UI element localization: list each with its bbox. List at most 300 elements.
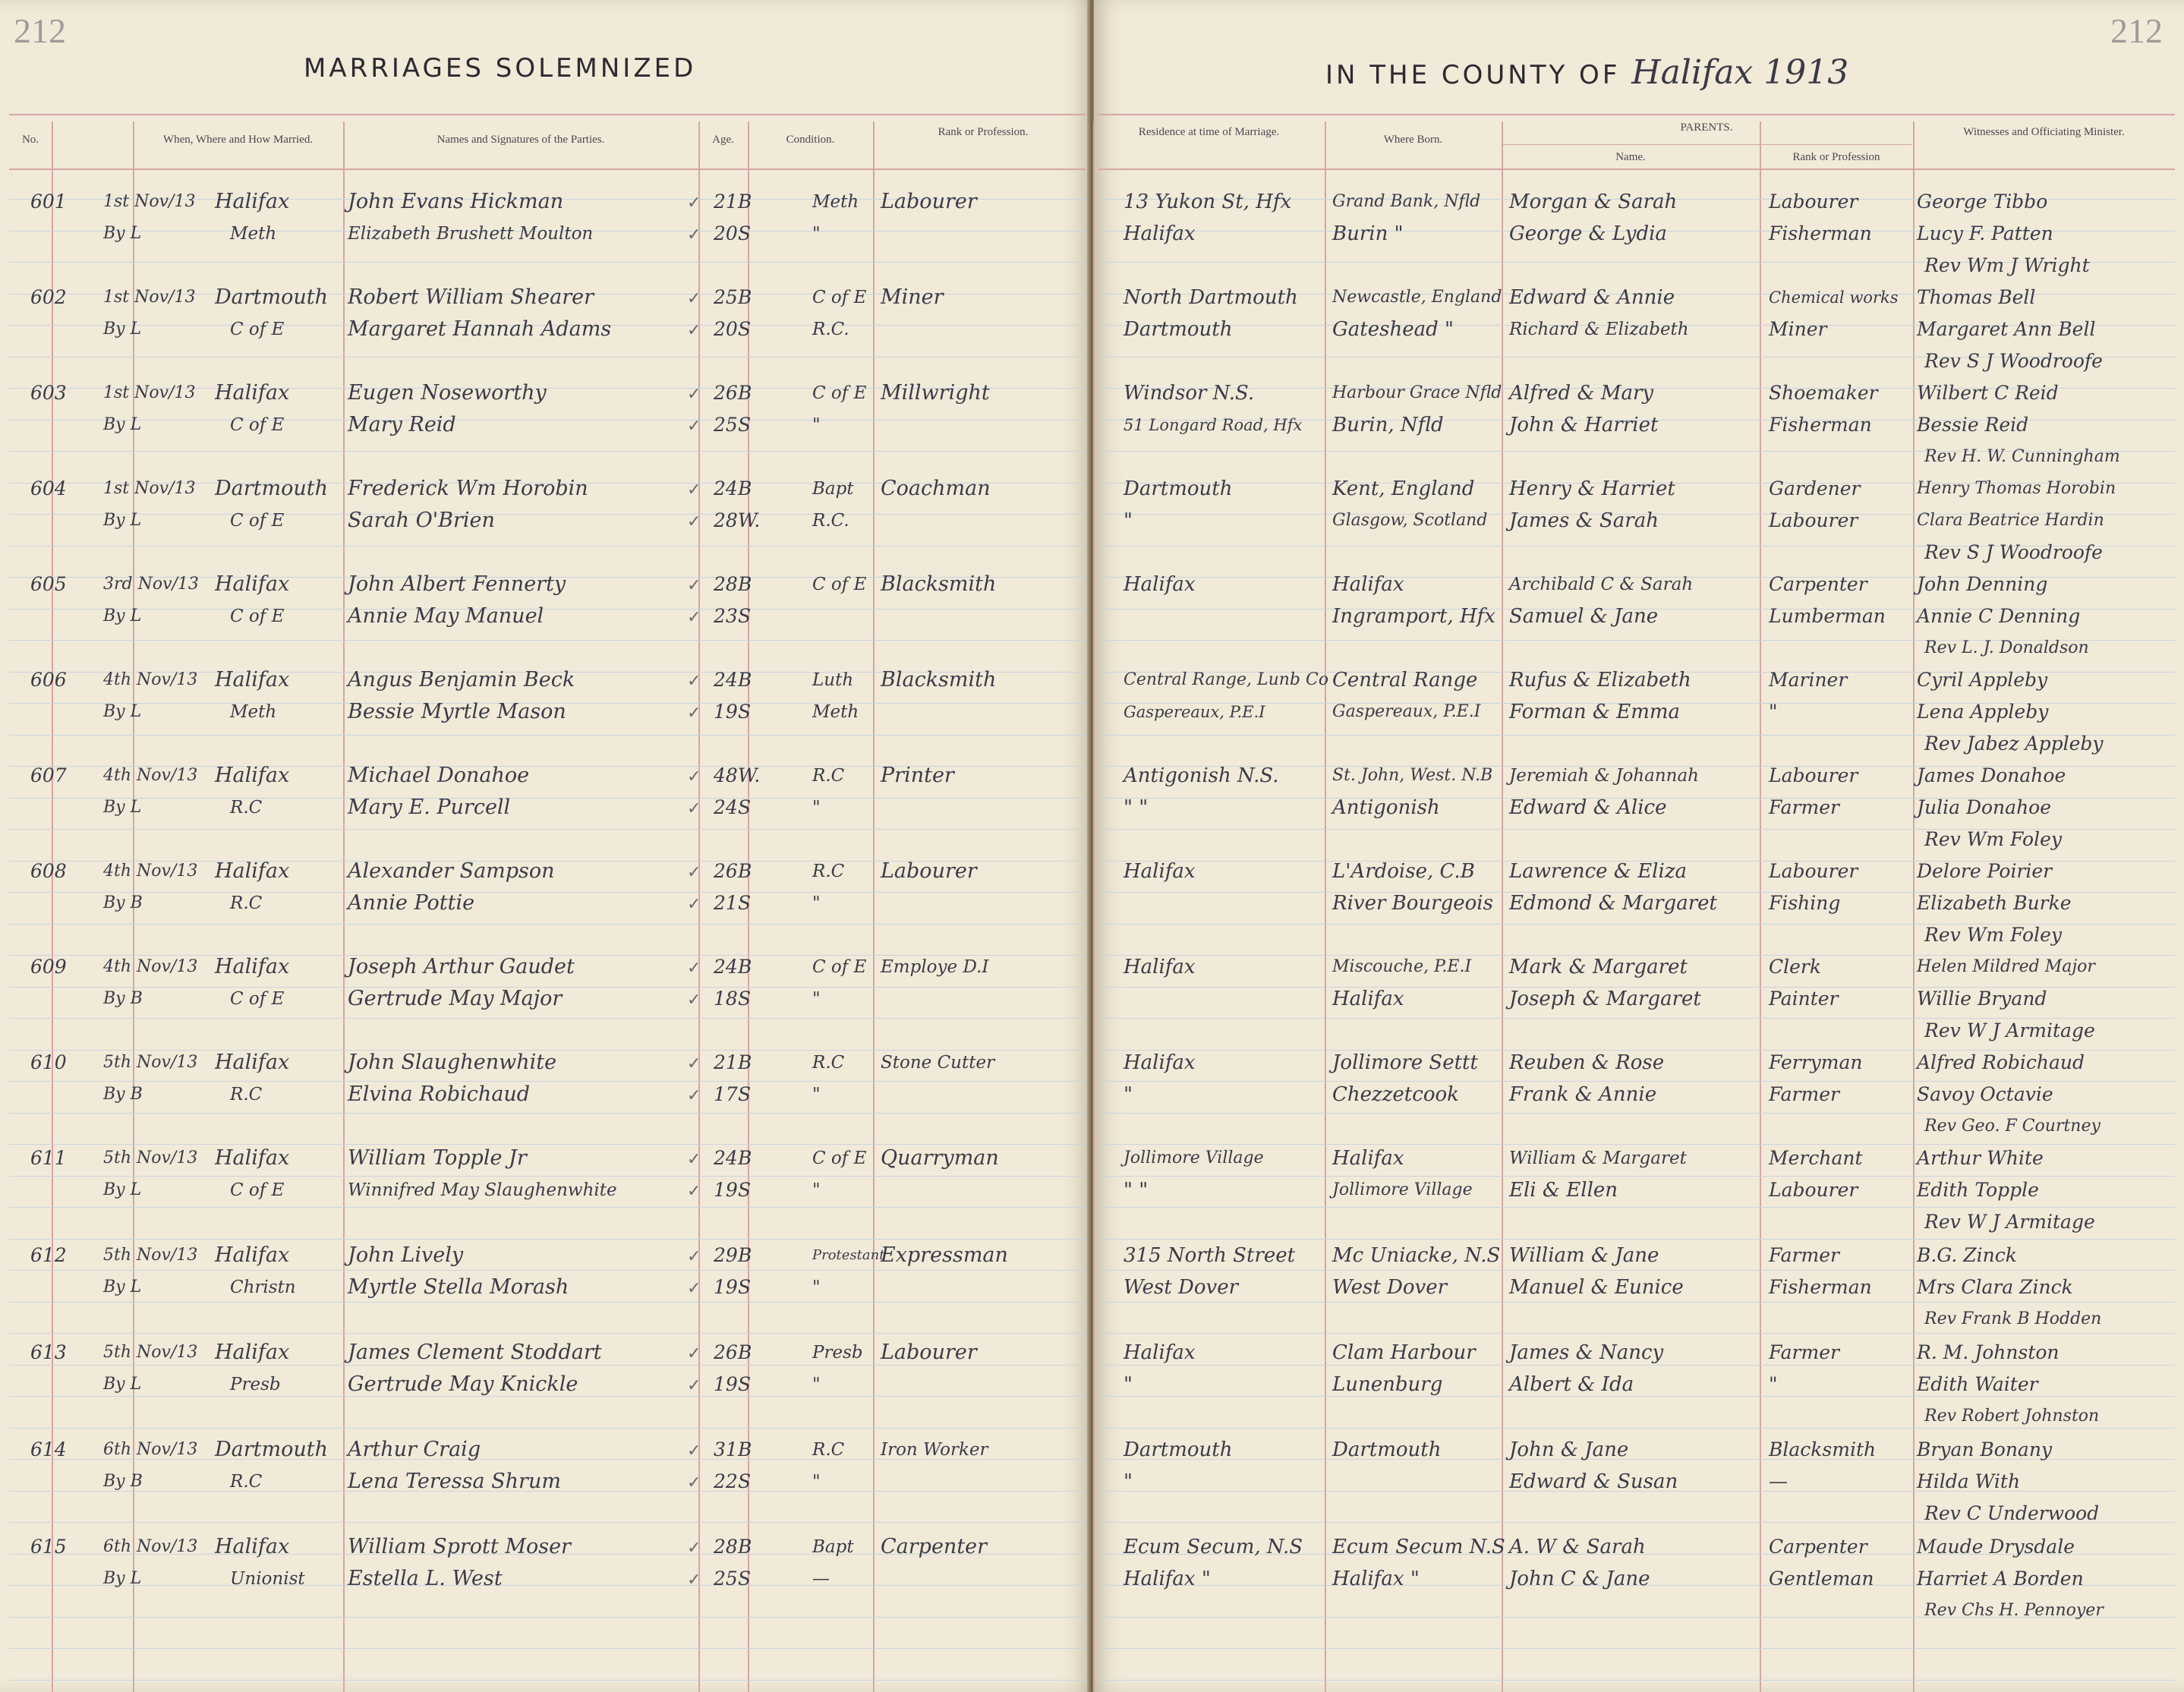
entry-groom-age: 29 [714,1244,738,1266]
entry-groom-religion: R.C [812,1053,845,1073]
entry-number: 614 [30,1438,67,1460]
entry-bride-religion: " [812,224,821,244]
entry-witness-2: Hilda With [1917,1470,2021,1492]
ruled-line [9,1396,1086,1397]
entry-denomination: R.C [230,1085,263,1104]
entry-how: By L [103,224,142,243]
entry-place: Halifax [215,1243,290,1267]
entry-how: By B [103,1085,143,1104]
ruled-line [1098,1428,2175,1429]
entry-witness-2: Harriet A Borden [1917,1568,2084,1590]
entry-bride-condition: S [738,701,752,723]
county-handwritten: Halifax 1913 [1631,53,1849,92]
entry-witness-1: Arthur White [1917,1147,2044,1169]
entry-rank: Quarryman [881,1146,999,1170]
entry-groom-condition: B [738,1147,752,1169]
entry-bride-name: Sarah O'Brien [348,509,495,532]
entry-place: Halifax [215,1535,290,1558]
entry-bride-condition: S [738,1179,752,1201]
entry-how: By L [103,320,142,339]
entry-denomination: Unionist [230,1569,305,1589]
entry-bride-religion: Meth [812,702,859,722]
ruled-line [1098,1018,2175,1019]
entry-bride-parents: Albert & Ida [1509,1373,1634,1396]
entry-groom-religion: Luth [812,670,854,690]
entry-bride-residence: Dartmouth [1124,318,1233,341]
entry-bride-age: 21 [714,892,738,914]
entry-bride-age: 19 [714,1373,738,1395]
entry-bride-residence: " [1124,1470,1133,1493]
entry-groom-birthplace: Newcastle, England [1332,288,1502,307]
entry-how: By B [103,1472,143,1491]
entry-groom-parents: John & Jane [1509,1438,1629,1461]
ruled-line [9,451,1086,452]
column-header-witnesses: Witnesses and Officiating Minister. [1963,126,2125,138]
entry-witness-1: Delore Poirier [1917,860,2053,882]
entry-how: By L [103,1569,142,1588]
entry-groom-name: William Topple Jr [348,1146,527,1170]
ruled-line [1098,1113,2175,1114]
entry-bride-condition: S [738,1083,752,1105]
entry-bride-condition: S [738,1568,752,1590]
entry-groom-parents: Edward & Annie [1509,286,1675,309]
entry-bride-age: 25 [714,414,738,436]
entry-bride-religion: " [812,798,821,818]
entry-groom-condition: B [738,1051,752,1073]
entry-groom-age: 24 [714,669,738,691]
entry-bride-religion: " [812,893,821,913]
ruled-line [1098,1081,2175,1082]
entry-groom-religion: Meth [812,192,859,212]
entry-bride-parents-rank: Fishing [1769,892,1841,914]
entry-bride-parents-rank: Farmer [1769,796,1839,818]
entry-witness-1: John Denning [1917,573,2048,595]
entry-bride-name: Gertrude May Knickle [348,1372,578,1396]
entry-denomination: R.C [230,893,263,913]
entry-groom-name: John Lively [348,1243,464,1267]
ruled-line [1098,1648,2175,1649]
entry-bride-parents-rank: Labourer [1769,1179,1858,1201]
entry-groom-parents-rank: Merchant [1769,1147,1863,1169]
entry-witness-1: Helen Mildred Major [1917,957,2095,976]
entry-rank: Labourer [881,190,977,213]
ruled-line [9,1207,1086,1208]
entry-denomination: Christn [230,1278,296,1297]
entry-place: Halifax [215,1341,290,1364]
check-mark: ✓ [687,512,701,531]
entry-bride-birthplace: Jollimore Village [1332,1180,1473,1199]
entry-groom-age: 28 [714,573,738,595]
entry-date: 1st Nov/13 [103,192,196,211]
entry-groom-residence: Antigonish N.S. [1124,764,1279,787]
entry-minister: Rev H. W. Cunningham [1924,447,2120,466]
entry-minister: Rev S J Woodroofe [1924,541,2103,563]
entry-bride-parents: Joseph & Margaret [1509,988,1701,1010]
entry-groom-age: 31 [714,1438,738,1460]
entry-number: 603 [30,382,67,404]
entry-witness-2: Bessie Reid [1917,414,2029,436]
entry-witness-2: Willie Bryand [1917,988,2047,1010]
entry-bride-religion: — [812,1569,830,1589]
entry-bride-condition: S [738,1276,752,1298]
entry-groom-name: William Sprott Moser [348,1535,571,1558]
entry-groom-condition: B [738,1244,752,1266]
entry-groom-residence: Halifax [1124,1341,1196,1364]
ruled-line [9,1302,1086,1303]
entry-bride-parents-rank: Lumberman [1769,605,1886,627]
entry-date: 5th Nov/13 [103,1343,198,1362]
entry-rank: Blacksmith [881,572,997,596]
entry-how: By L [103,607,142,625]
entry-bride-age: 22 [714,1470,738,1492]
page-number-left: 212 [14,11,66,50]
header-rule-bottom-right [1098,169,2175,170]
entry-groom-parents: Jeremiah & Johannah [1509,766,1699,786]
entry-bride-parents: Edward & Alice [1509,796,1667,819]
entry-date: 1st Nov/13 [103,288,196,307]
entry-witness-1: George Tibbo [1917,191,2048,213]
entry-bride-birthplace: Antigonish [1332,796,1440,819]
check-mark: ✓ [687,385,701,404]
ruled-line [9,1522,1086,1523]
entry-rank: Iron Worker [881,1440,988,1460]
entry-groom-name: Alexander Sampson [348,859,555,883]
entry-bride-condition: S [738,414,752,436]
entry-groom-religion: Presb [812,1343,863,1363]
entry-bride-birthplace: West Dover [1332,1276,1448,1299]
check-mark: ✓ [687,1279,701,1298]
ruled-line [9,1113,1086,1114]
entry-minister: Rev Wm J Wright [1924,254,2090,276]
entry-bride-birthplace: Burin, Nfld [1332,414,1444,436]
entry-bride-parents-rank: Painter [1769,988,1839,1010]
ruled-line [9,1333,1086,1334]
ruled-line [1098,1239,2175,1240]
entry-witness-1: Cyril Appleby [1917,669,2048,691]
entry-groom-parents-rank: Clerk [1769,956,1822,978]
entry-groom-birthplace: Grand Bank, Nfld [1332,192,1481,211]
entry-groom-religion: Bapt [812,479,854,499]
ruled-line [9,735,1086,736]
entry-bride-parents-rank: — [1769,1470,1788,1492]
title-right-text: IN THE COUNTY OF [1325,60,1621,90]
entry-groom-condition: B [738,382,752,404]
entry-rank: Carpenter [881,1535,988,1558]
entry-bride-parents: Forman & Emma [1509,701,1681,723]
entry-rank: Employe D.I [881,957,989,977]
entry-witness-1: B.G. Zinck [1917,1244,2017,1266]
entry-bride-name: Margaret Hannah Adams [348,317,612,341]
ruled-line [9,1680,1086,1681]
entry-groom-religion: R.C [812,1440,845,1460]
entry-groom-religion: C of E [812,1148,867,1168]
ruled-line [9,1270,1086,1271]
entry-groom-parents-rank: Ferryman [1769,1051,1863,1073]
entry-bride-parents: Frank & Annie [1509,1083,1657,1106]
entry-groom-age: 26 [714,382,738,404]
entry-bride-name: Myrtle Stella Morash [348,1275,569,1299]
check-mark: ✓ [687,289,701,308]
entry-groom-parents: Archibald C & Sarah [1509,575,1694,594]
check-mark: ✓ [687,767,701,786]
entry-denomination: C of E [230,320,285,339]
column-header-age: Age. [712,134,734,146]
entry-groom-condition: B [738,669,752,691]
entry-groom-parents-rank: Labourer [1769,860,1858,882]
header-rule-top-right [1098,114,2175,115]
header-rule-bottom [9,169,1086,170]
column-header-parents: PARENTS. [1680,121,1733,134]
ruled-line [1098,1050,2175,1051]
entry-groom-name: Angus Benjamin Beck [348,668,575,692]
entry-groom-condition: B [738,1341,752,1363]
ruled-line [9,1648,1086,1649]
ruled-line [1098,1144,2175,1145]
parents-rule [1502,144,1911,145]
entry-date: 4th Nov/13 [103,957,198,976]
entry-number: 607 [30,764,67,786]
entry-date: 6th Nov/13 [103,1537,198,1556]
ruled-line [9,1239,1086,1240]
entry-bride-residence: Halifax [1124,222,1196,245]
entry-bride-birthplace: Glasgow, Scotland [1332,511,1488,530]
entry-witness-2: Edith Topple [1917,1179,2039,1201]
entry-how: By L [103,1278,142,1297]
entry-groom-name: Michael Donahoe [348,764,530,787]
entry-groom-age: 25 [714,286,738,308]
entry-minister: Rev Wm Foley [1924,828,2062,850]
entry-bride-condition: S [738,1373,752,1395]
ruled-line [1098,1333,2175,1334]
entry-bride-residence: 51 Longard Road, Hfx [1124,416,1303,434]
entry-place: Halifax [215,1146,290,1170]
entry-rank: Labourer [881,859,977,883]
entry-minister: Rev Chs H. Pennoyer [1924,1601,2104,1620]
entry-minister: Rev W J Armitage [1924,1211,2095,1233]
entry-bride-residence: Gaspereaux, P.E.I [1124,703,1265,721]
column-header-born: Where Born. [1383,134,1443,146]
entry-denomination: C of E [230,1180,285,1200]
title-left: MARRIAGES SOLEMNIZED [304,53,697,83]
ruled-line [9,640,1086,641]
entry-groom-parents-rank: Farmer [1769,1244,1839,1266]
entry-bride-condition: S [738,796,752,818]
entry-rank: Expressman [881,1243,1008,1267]
entry-bride-age: 25 [714,1568,738,1590]
entry-number: 611 [30,1147,67,1169]
entry-place: Halifax [215,190,290,213]
entry-groom-condition: B [738,573,752,595]
entry-groom-parents-rank: Farmer [1769,1341,1839,1363]
entry-denomination: R.C [230,798,263,818]
entry-groom-parents-rank: Labourer [1769,764,1858,786]
entry-bride-parents-rank: " [1769,1373,1778,1395]
entry-number: 601 [30,191,67,213]
entry-groom-parents: Henry & Harriet [1509,477,1675,500]
entry-groom-residence: North Dartmouth [1124,286,1298,309]
entry-groom-age: 21 [714,191,738,213]
entry-number: 609 [30,956,67,978]
entry-groom-condition: B [738,1536,752,1558]
entry-bride-name: Mary Reid [348,413,456,436]
entry-place: Halifax [215,764,290,787]
entry-denomination: C of E [230,989,285,1009]
ruled-line [9,829,1086,830]
entry-place: Halifax [215,381,290,405]
entry-minister: Rev L. J. Donaldson [1924,638,2089,657]
check-mark: ✓ [687,481,701,499]
entry-groom-birthplace: Harbour Grace Nfld [1332,383,1502,402]
entry-rank: Coachman [881,477,991,500]
check-mark: ✓ [687,1376,701,1395]
entry-groom-parents: Lawrence & Eliza [1509,860,1688,883]
entry-witness-2: Elizabeth Burke [1917,892,2072,914]
entry-denomination: C of E [230,415,285,435]
entry-groom-parents: Rufus & Elizabeth [1509,669,1691,692]
check-mark: ✓ [687,959,701,978]
entry-groom-parents: James & Nancy [1509,1341,1664,1364]
check-mark: ✓ [687,799,701,818]
entry-rank: Labourer [881,1341,977,1364]
entry-bride-residence: " [1124,1083,1133,1106]
entry-bride-parents: John C & Jane [1509,1568,1650,1590]
entry-bride-residence: West Dover [1124,1276,1239,1299]
ruled-line [9,1585,1086,1586]
entry-bride-age: 19 [714,701,738,723]
entry-denomination: Meth [230,224,277,244]
ruled-line [1098,1680,2175,1681]
entry-groom-birthplace: Kent, England [1332,477,1475,500]
ruled-line [9,924,1086,925]
entry-bride-condition: S [738,892,752,914]
entry-minister: Rev W J Armitage [1924,1019,2095,1041]
entry-bride-religion: " [812,1472,821,1492]
entry-groom-age: 24 [714,956,738,978]
entry-groom-condition: W. [738,764,761,786]
entry-bride-religion: R.C. [812,511,849,531]
page-number-right: 212 [2110,11,2163,50]
entry-bride-residence: Halifax " [1124,1568,1211,1590]
entry-groom-birthplace: Halifax [1332,573,1404,596]
entry-number: 608 [30,860,67,882]
entry-groom-parents: A. W & Sarah [1509,1536,1646,1558]
entry-bride-age: 20 [714,318,738,340]
ruled-line [9,514,1086,515]
entry-number: 604 [30,477,67,499]
entry-bride-religion: " [812,1180,821,1200]
entry-groom-condition: B [738,477,752,499]
check-mark: ✓ [687,1344,701,1363]
entry-groom-residence: Dartmouth [1124,477,1233,500]
entry-how: By L [103,1375,142,1394]
entry-groom-condition: B [738,1438,752,1460]
entry-bride-name: Lena Teressa Shrum [348,1470,561,1493]
entry-bride-condition: W. [738,509,761,531]
entry-place: Halifax [215,572,290,596]
entry-bride-parents-rank: Fisherman [1769,222,1872,244]
entry-minister: Rev S J Woodroofe [1924,350,2103,372]
ruled-line [9,1617,1086,1618]
entry-groom-religion: R.C [812,766,845,786]
entry-how: By L [103,415,142,434]
entry-groom-name: Joseph Arthur Gaudet [348,955,575,978]
entry-bride-parents-rank: Fisherman [1769,414,1872,436]
entry-number: 606 [30,669,67,691]
ruled-line [1098,1396,2175,1397]
entry-groom-residence: Halifax [1124,956,1196,978]
entry-bride-parents: Manuel & Eunice [1509,1276,1684,1299]
entry-bride-name: Elvina Robichaud [348,1082,531,1106]
entry-bride-parents: Edmond & Margaret [1509,892,1717,915]
entry-bride-age: 19 [714,1276,738,1298]
entry-groom-parents-rank: Carpenter [1769,573,1867,595]
entry-date: 6th Nov/13 [103,1440,198,1459]
column-header-condition: Condition. [786,134,835,146]
entry-bride-religion: " [812,1085,821,1104]
check-mark: ✓ [687,895,701,914]
entry-groom-name: Robert William Shearer [348,285,594,309]
entry-witness-1: Wilbert C Reid [1917,382,2059,404]
entry-date: 5th Nov/13 [103,1148,198,1167]
check-mark: ✓ [687,1150,701,1169]
entry-bride-residence: " " [1124,796,1149,819]
entry-minister: Rev Geo. F Courtney [1924,1117,2100,1136]
entry-groom-parents-rank: Gardener [1769,477,1861,499]
entry-bride-birthplace: Gateshead " [1332,318,1454,341]
entry-groom-parents: William & Jane [1509,1244,1659,1267]
entry-bride-parents-rank: Miner [1769,318,1827,340]
entry-groom-religion: R.C [812,862,845,881]
column-header-rank: Rank or Profession. [938,126,1029,138]
entry-place: Dartmouth [215,1438,328,1461]
entry-bride-name: Elizabeth Brushett Moulton [348,224,594,244]
entry-groom-residence: Halifax [1124,573,1196,596]
check-mark: ✓ [687,1247,701,1266]
entry-bride-condition: S [738,318,752,340]
entry-bride-parents: Richard & Elizabeth [1509,320,1689,339]
column-header-when: When, Where and How Married. [162,134,314,146]
entry-bride-religion: " [812,415,821,435]
check-mark: ✓ [687,1442,701,1460]
entry-bride-parents: Edward & Susan [1509,1470,1678,1493]
entry-bride-birthplace: Lunenburg [1332,1373,1443,1396]
check-mark: ✓ [687,991,701,1010]
entry-groom-name: John Albert Fennerty [348,572,566,596]
entry-groom-parents-rank: Carpenter [1769,1536,1867,1558]
entry-groom-religion: C of E [812,383,867,403]
entry-groom-age: 24 [714,477,738,499]
entry-groom-birthplace: Jollimore Settt [1332,1051,1478,1074]
entry-minister: Rev Jabez Appleby [1924,733,2104,755]
entry-bride-birthplace: Ingramport, Hfx [1332,605,1495,628]
entry-minister: Rev Wm Foley [1924,924,2062,946]
entry-bride-parents: George & Lydia [1509,222,1667,245]
column-rule [1093,121,1095,1692]
entry-groom-parents: William & Margaret [1509,1148,1687,1168]
entry-bride-parents-rank: Fisherman [1769,1276,1872,1298]
entry-number: 605 [30,573,67,595]
entry-rank: Printer [881,764,954,787]
entry-bride-birthplace: Burin " [1332,222,1404,245]
entry-bride-condition: S [738,988,752,1010]
entry-bride-parents-rank: " [1769,701,1778,723]
ruled-line [9,420,1086,421]
entry-groom-condition: B [738,286,752,308]
entry-groom-parents-rank: Shoemaker [1769,382,1878,404]
entry-groom-parents: Mark & Margaret [1509,956,1688,978]
entry-bride-age: 18 [714,988,738,1010]
entry-bride-age: 23 [714,605,738,627]
